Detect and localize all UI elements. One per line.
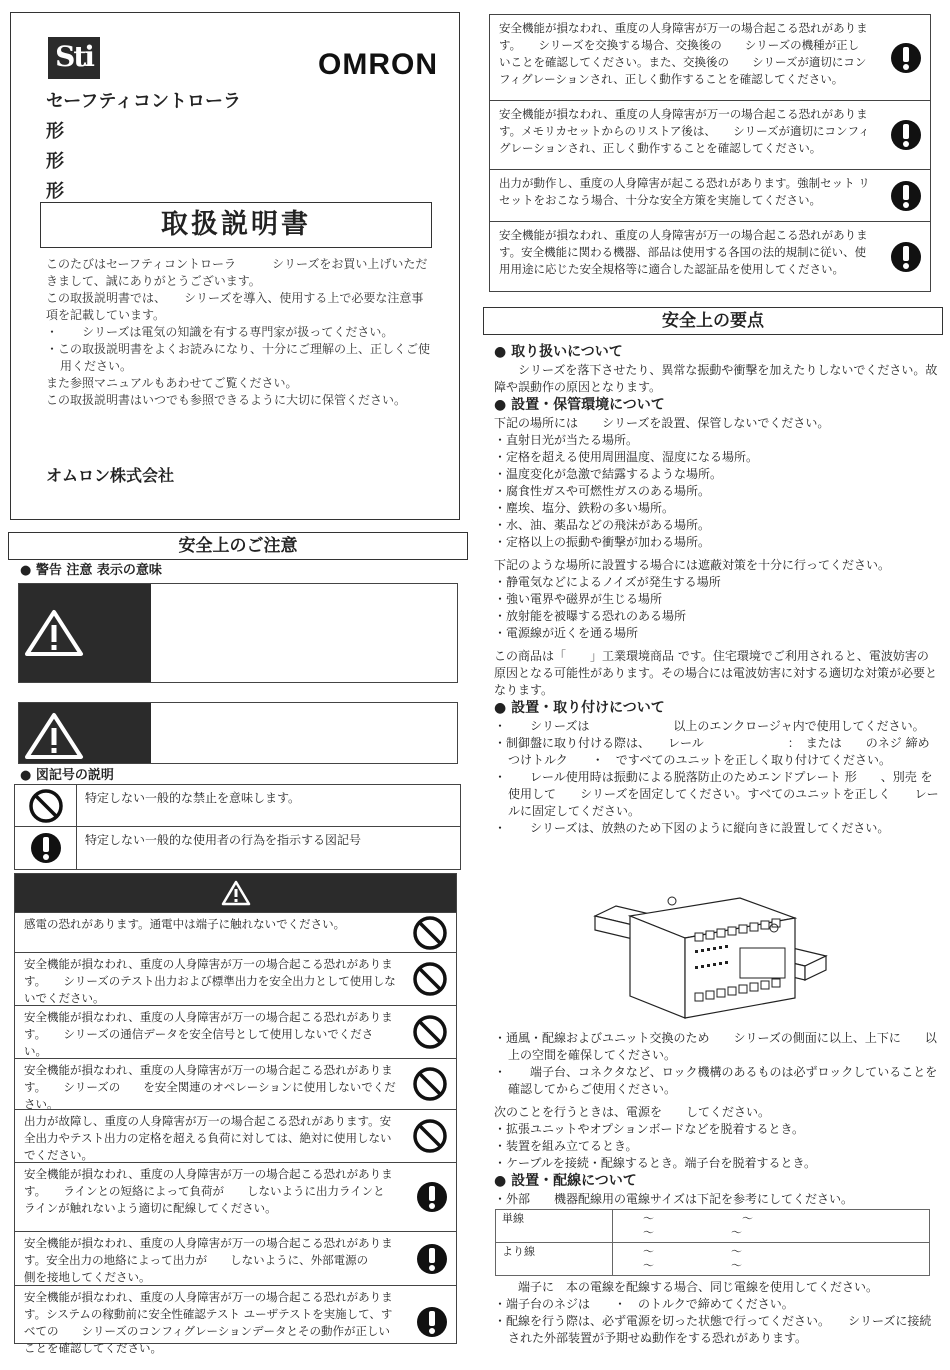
symbol-legend: [14, 784, 461, 870]
mandatory-icon: [890, 239, 922, 275]
company-name: オムロン株式会社: [46, 466, 175, 485]
model-line: 形: [46, 121, 64, 142]
points-text-top: ● 取り扱いについて シリーズを落下させたり、異常な振動や衝撃を加えたりしないでください。故障や誤動作の原因となります。 ● 設置・保管環境について 下記の場所には シリーズを設置、保管しないでください。 ・直射日光が当たる場所。 ・定格を超える使用周囲温度、湿度になる場所。 ・温度変化が急激で結露するような場所。 ・腐食性ガスや可燃性ガスのある場所。 ・塵埃、塩分、鉄粉の多い場所。 ・水、油、薬品などの飛沫がある場所。 ・定格以上の振動や衝撃が加わる場所。 下記のような場所に設置する場合には遮蔽対策を十分に行ってください。 ・静電気などによるノイズが発生する場所 ・強い電界や磁界が生じる場所 ・放射能を被曝する恐れのある場所 ・電源線が近くを通る場所 この商品は「 」工業環境商品 です。住宅環境でご利用されると、電波妨害の原因となる可能性があります。その場合には電波妨害に対する適切な対策が必要となります。 ● 設置・取り付けについて ・ シリーズは 以上のエンクロージャ内で使用してください。 ・制御盤に取り付ける際は、 レール ： または のネジ 締めつけトルク ・ ですべてのユニットを正しく取り付けてください。 ・ レール使用時は振動による脱落防止のためエンドプレート 形 、別売 を使用して シリーズを固定してください。すべてのユニットを正しく レールに固定してください。 ・ シリーズは、放熱のため下図のように縦向きに設置してください。: [494, 344, 939, 835]
symbol-row: 特定しない一般的な禁止を意味します。: [15, 785, 460, 827]
caution-list-continued: [489, 14, 931, 292]
warning-triangle-icon: [19, 602, 89, 662]
sti-logo: Sti: [48, 37, 100, 79]
mandatory-icon: [416, 1179, 448, 1215]
caution-item: 安全機能が損なわれ、重度の人身障害が万一の場合起こる恐れがあります。 シリーズの を安全関連のオペレーションに使用しないでください。: [15, 1058, 456, 1109]
warning-meaning-box: [18, 583, 458, 683]
mandatory-icon: [890, 117, 922, 153]
intro-text: このたびはセーフティコントローラ シリーズをお買い上げいただきまして、誠にありがとうございます。 この取扱説明書では、 シリーズを導入、使用する上で必要な注意事項を記載しています。 ・ シリーズは電気の知識を有する専門家が扱ってください。 ・この取扱説明書をよくお読みになり、十分にご理解の上、正しくご使用ください。 また参照マニュアルもあわせてご覧ください。 この取扱説明書はいつでも参照できるように大切に保管ください。: [46, 257, 431, 407]
symbol-row: 特定しない一般的な使用者の行為を指示する図記号: [15, 827, 460, 869]
prohibition-icon: [412, 915, 448, 951]
points-section-title: 安全上の要点: [483, 307, 943, 335]
mandatory-icon: [416, 1241, 448, 1277]
device-on-din-rail-illustration: [590, 888, 835, 1023]
handling-heading: ● 取り扱いについて: [494, 344, 623, 360]
mandatory-icon: [416, 1304, 448, 1340]
caution-item: 安全機能が損なわれ、重度の人身障害が万一の場合起こる恐れがあります。 シリーズのテスト出力および標準出力を安全出力として使用しないでください。: [15, 952, 456, 1005]
safety-section-title: 安全上のご注意: [8, 532, 468, 560]
wiring-heading: ● 設置・配線について: [494, 1173, 637, 1189]
caution-item: 安全機能が損なわれ、重度の人身障害が万一の場合起こる恐れがあります。安全機能に関わる機器、部品は使用する各国の法的規制に従い、使用用途に応じた安全規格等に適合した認証品を使用してください。: [490, 222, 930, 291]
environment-heading: ● 設置・保管環境について: [494, 397, 665, 413]
caution-item: 安全機能が損なわれ、重度の人身障害が万一の場合起こる恐れがあります。メモリカセットからのリストア後は、 シリーズが適切にコンフィグレーションされ、正しく動作することを確認してください。: [490, 101, 930, 170]
manual-title: 取扱説明書: [40, 202, 432, 248]
caution-item: 安全機能が損なわれ、重度の人身障害が万一の場合起こる恐れがあります。 シリーズを交換する場合、交換後の シリーズの機種が正しいことを確認してください。また、交換後の シリーズが適切にコンフィグレーションされ、正しく動作することを確認してください。: [490, 15, 930, 101]
wiring-notes: 端子に 本の電線を配線する場合、同じ電線を使用してください。 ・端子台のネジは ・ のトルクで締めてください。 ・配線を行う際は、必ず電源を切った状態で行ってください。 シリーズに接続された外部装置が予期せぬ動作をする恐れがあります。: [494, 1280, 932, 1345]
symbols-heading: ● 図記号の説明: [20, 768, 114, 783]
caution-meaning-box: [18, 702, 458, 764]
points-text-bottom: ・通風・配線およびユニット交換のため シリーズの側面に以上、上下に 以上の空間を確保してください。 ・ 端子台、コネクタなど、ロック機構のあるものは必ずロックしていることを確認してからご使用ください。 次のことを行うときは、電源を してください。 ・拡張ユニットやオプションボードなどを脱着するとき。 ・装置を組み立てるとき。 ・ケーブルを接続・配線するとき。端子台を脱着するとき。 ● 設置・配線について ・外部 機器配線用の電線サイズは下記を参考にしてください。: [494, 1031, 938, 1206]
caution-item: 出力が故障し、重度の人身障害が万一の場合起こる恐れがあります。安全出力やテスト出力の定格を超える負荷に対しては、絶対に使用しないでください。: [15, 1109, 456, 1162]
product-title: セーフティコントローラ 形 形 形: [46, 87, 241, 207]
caution-list: [14, 873, 457, 1355]
mandatory-icon: [30, 830, 62, 866]
meaning-heading: ● 警告 注意 表示の意味: [20, 563, 162, 578]
prohibition-icon: [412, 1066, 448, 1102]
warning-triangle-icon: [221, 880, 251, 906]
model-line: 形: [46, 181, 64, 202]
table-row: より線 ～ ～ ～ ～: [496, 1243, 930, 1276]
table-row: 単線 ～ ～ ～ ～: [496, 1210, 930, 1243]
prohibition-icon: [412, 1118, 448, 1154]
caution-header: [15, 874, 456, 912]
mandatory-icon: [890, 40, 922, 76]
caution-item: 安全機能が損なわれ、重度の人身障害が万一の場合起こる恐れがあります。安全出力の地絡によって出力が しないように、外部電源の 側を接地してください。: [15, 1231, 456, 1285]
warning-triangle-icon: [19, 705, 89, 765]
prohibition-icon: [28, 788, 64, 824]
caution-item: 安全機能が損なわれ、重度の人身障害が万一の場合起こる恐れがあります。 シリーズの通信データを安全信号として使用しないでください。: [15, 1005, 456, 1058]
omron-logo: OMRON: [318, 48, 438, 81]
mandatory-icon: [890, 178, 922, 214]
wire-size-table: [495, 1209, 930, 1276]
caution-item: 安全機能が損なわれ、重度の人身障害が万一の場合起こる恐れがあります。システムの稼動前に安全性確認テスト ユーザテストを実施して、すべての シリーズのコンフィグレーションデータとその動作が正しいことを確認してください。: [15, 1285, 456, 1357]
model-line: 形: [46, 151, 64, 172]
caution-item: 出力が動作し、重度の人身障害が起こる恐れがあります。強制セット リセットをおこなう場合、十分な安全方策を実施してください。: [490, 170, 930, 222]
caution-item: 安全機能が損なわれ、重度の人身障害が万一の場合起こる恐れがあります。 ラインとの短絡によって負荷が しないように出力ラインと ラインが触れないよう適切に配線してください。: [15, 1162, 456, 1231]
caution-item: 感電の恐れがあります。通電中は端子に触れないでください。: [15, 912, 456, 952]
mounting-heading: ● 設置・取り付けについて: [494, 700, 665, 716]
prohibition-icon: [412, 1014, 448, 1050]
prohibition-icon: [412, 961, 448, 997]
